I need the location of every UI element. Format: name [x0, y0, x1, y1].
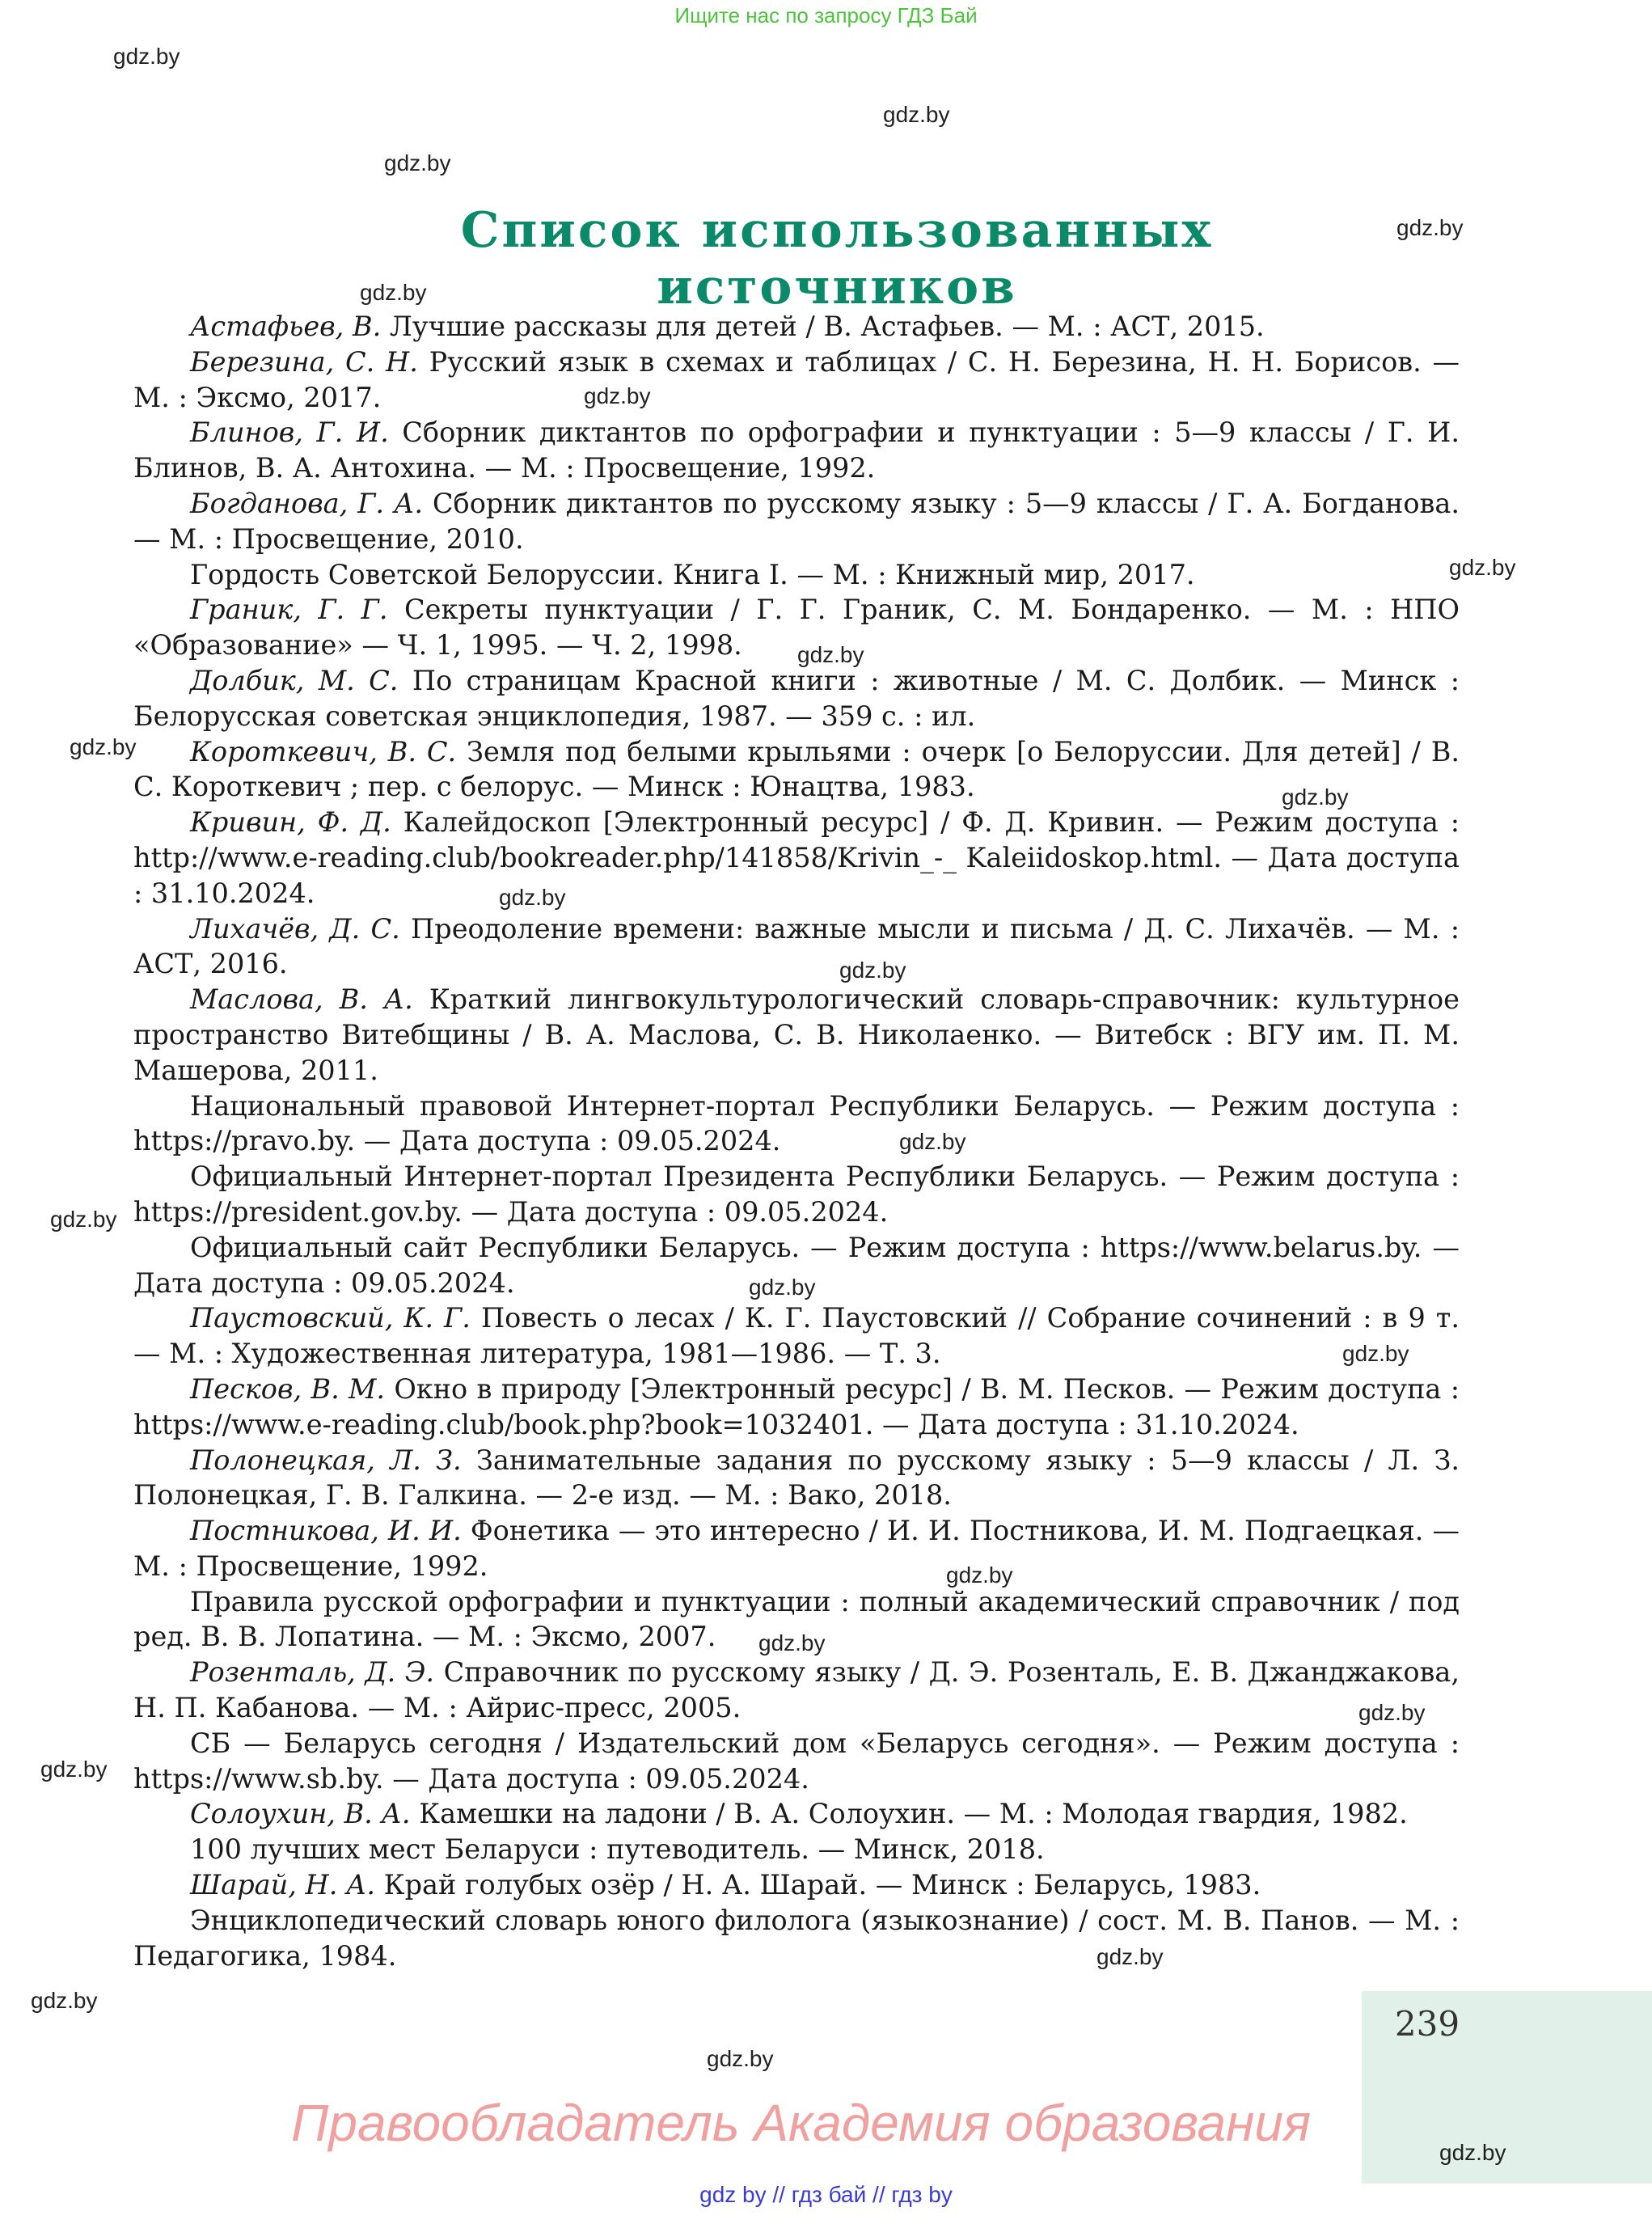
watermark: gdz.by: [1396, 215, 1464, 240]
entry-text: Справочник по русскому языку / Д. Э. Розенталь, Е. В. Джанджакова, Н. П. Кабанова. — М. : Айрис-пресс, 2005.: [133, 1656, 1460, 1724]
bibliography-entry: [133, 1230, 1460, 1301]
entry-text: Сборник диктантов по орфографии и пунктуации : 5—9 классы / Г. И. Блинов, В. А. Антохина. — М. : Просвещение, 1992.: [133, 416, 1460, 484]
watermark: gdz.by: [40, 1757, 108, 1782]
watermark: gdz.by: [499, 885, 566, 910]
entry-text: Калейдоскоп [Электронный ресурс] / Ф. Д. Кривин. — Режим доступа : http://www.e-reading.club/bookreader.php/141858/Krivin_-_ Kaleiidoskop.html. — Дата доступа : 31.10.2024.: [133, 806, 1460, 909]
entry-author: Шарай, Н. А.: [190, 1869, 376, 1901]
watermark: gdz.by: [839, 958, 906, 983]
entry-text: Гордость Советской Белоруссии. Книга I. — М. : Книжный мир, 2017.: [190, 558, 1195, 590]
watermark: gdz.by: [883, 102, 950, 127]
bibliography-entry: [133, 1796, 1460, 1832]
bibliography-entry: [133, 1584, 1460, 1655]
watermark: gdz.by: [1439, 2140, 1506, 2165]
entry-author: Богданова, Г. А.: [190, 487, 423, 519]
bibliography-entry: [133, 486, 1460, 557]
entry-text: СБ — Беларусь сегодня / Издательский дом «Беларусь сегодня». — Режим доступа : https://www.sb.by. — Дата доступа : 09.05.2024.: [133, 1727, 1460, 1795]
bibliography-entry: [133, 663, 1460, 734]
bibliography-entry: [133, 805, 1460, 911]
bibliography-entry: [133, 557, 1460, 593]
watermark: gdz.by: [584, 383, 651, 408]
entry-author: Граник, Г. Г.: [190, 594, 388, 626]
entry-text: Край голубых озёр / Н. А. Шарай. — Минск : Беларусь, 1983.: [375, 1869, 1261, 1901]
entry-author: Постникова, И. И.: [190, 1515, 462, 1547]
entry-author: Лихачёв, Д. С.: [190, 912, 400, 945]
bibliography-entry: [133, 1372, 1460, 1443]
watermark: gdz.by: [797, 642, 864, 667]
entry-text: Секреты пунктуации / Г. Г. Граник, С. М. Бондаренко. — М. : НПО «Образование» — Ч. 1, 1995. — Ч. 2, 1998.: [133, 594, 1460, 662]
bibliography-entry: [133, 1655, 1460, 1726]
page-number: 239: [1394, 2004, 1460, 2044]
bibliography-entry: [133, 1726, 1460, 1797]
bibliography-entry: [133, 345, 1460, 416]
entry-author: Астафьев, В.: [190, 311, 382, 342]
watermark: gdz.by: [707, 2046, 774, 2071]
entry-text: Камешки на ладони / В. А. Солоухин. — М. : Молодая гвардия, 1982.: [410, 1798, 1408, 1830]
bibliography-entry: [133, 1159, 1460, 1230]
entry-text: Официальный Интернет-портал Президента Республики Беларусь. — Режим доступа : https://president.gov.by. — Дата доступа : 09.05.2024.: [133, 1161, 1460, 1228]
watermark: gdz.by: [50, 1207, 117, 1232]
watermark: gdz.by: [384, 150, 451, 175]
footer-links[interactable]: gdz by // гдз бай // гдз by: [699, 2182, 953, 2207]
entry-author: Песков, В. М.: [190, 1372, 385, 1405]
bibliography-entry: [133, 1867, 1460, 1903]
watermark: gdz.by: [946, 1562, 1013, 1588]
entry-text: Фонетика — это интересно / И. И. Постникова, И. М. Подгаецкая. — М. : Просвещение, 1992.: [133, 1515, 1460, 1582]
entry-text: Преодоление времени: важные мысли и письма / Д. С. Лихачёв. — М. : АСТ, 2016.: [133, 912, 1460, 980]
watermark: gdz.by: [113, 44, 180, 69]
entry-author: Долбик, М. С.: [190, 664, 399, 696]
entry-author: Полонецкая, Л. З.: [190, 1444, 462, 1476]
bibliography-entry: [133, 1903, 1460, 1974]
entry-author: Кривин, Ф. Д.: [190, 806, 391, 839]
bibliography-entry: [133, 1300, 1460, 1372]
entry-text: Повесть о лесах / К. Г. Паустовский // Собрание сочинений : в 9 т. — М. : Художественная литература, 1981—1986. — Т. 3.: [133, 1302, 1460, 1370]
watermark: gdz.by: [1282, 784, 1349, 810]
bibliography-entry: [133, 734, 1460, 805]
bibliography-entry: [133, 309, 1460, 345]
watermark: gdz.by: [1096, 1944, 1164, 1969]
entry-text: Лучшие рассказы для детей / В. Астафьев. — М. : АСТ, 2015.: [381, 311, 1265, 342]
bibliography-entry: [133, 592, 1460, 663]
entry-text: 100 лучших мест Беларуси : путеводитель. — Минск, 2018.: [190, 1833, 1045, 1866]
page-title: Список использованных источников: [460, 202, 1214, 315]
entry-author: Розенталь, Д. Э.: [190, 1656, 435, 1689]
entry-text: Земля под белыми крыльями : очерк [о Белоруссии. Для детей] / В. С. Короткевич ; пер. с белорус. — Минск : Юнацтва, 1983.: [133, 735, 1460, 803]
watermark: gdz.by: [1342, 1341, 1409, 1366]
entry-text: Окно в природу [Электронный ресурс] / В. М. Песков. — Режим доступа : https://www.e-reading.club/book.php?book=1032401. — Дата доступа : 31.10.2024.: [133, 1372, 1460, 1440]
watermark: gdz.by: [758, 1630, 826, 1655]
watermark: gdz.by: [1449, 555, 1516, 580]
watermark: gdz.by: [31, 1988, 98, 2013]
entry-text: По страницам Красной книги : животные / М. С. Долбик. — Минск : Белорусская советская энциклопедия, 1987. — 359 с. : ил.: [133, 664, 1460, 732]
bibliography-entry: [133, 415, 1460, 486]
entry-text: Официальный сайт Республики Беларусь. — Режим доступа : https://www.belarus.by. — Дата доступа : 09.05.2024.: [133, 1231, 1460, 1299]
entry-text: Русский язык в схемах и таблицах / С. Н. Березина, Н. Н. Борисов. — М. : Эксмо, 2017.: [133, 345, 1460, 413]
watermark: gdz.by: [70, 734, 137, 759]
entry-author: Солоухин, В. А.: [190, 1798, 411, 1830]
watermark: gdz.by: [749, 1275, 816, 1300]
entry-text: Занимательные задания по русскому языку : 5—9 классы / Л. З. Полонецкая, Г. В. Галкина. — 2-е изд. — М. : Вако, 2018.: [133, 1444, 1460, 1512]
entry-text: Правила русской орфографии и пунктуации : полный академический справочник / под ред. В. В. Лопатина. — М. : Эксмо, 2007.: [133, 1585, 1460, 1653]
bibliography-entry: [133, 1513, 1460, 1584]
entry-text: Краткий лингвокультурологический словарь-справочник: культурное пространство Витебщины / В. А. Маслова, С. В. Николаенко. — Витебск : ВГУ им. П. М. Машерова, 2011.: [133, 983, 1460, 1086]
entry-author: Короткевич, В. С.: [190, 735, 457, 767]
entry-author: Блинов, Г. И.: [190, 416, 389, 449]
entry-text: Национальный правовой Интернет-портал Республики Беларусь. — Режим доступа : https://pravo.by. — Дата доступа : 09.05.2024.: [133, 1089, 1460, 1157]
entry-author: Березина, С. Н.: [190, 345, 418, 378]
bibliography-list: [133, 309, 1460, 1973]
watermark: gdz.by: [360, 280, 427, 305]
watermark: gdz.by: [1358, 1700, 1426, 1725]
bibliography-entry: [133, 911, 1460, 983]
entry-author: Маслова, В. А.: [190, 983, 413, 1016]
entry-author: Паустовский, К. Г.: [190, 1302, 471, 1334]
watermark: gdz.by: [899, 1129, 966, 1154]
entry-text: Сборник диктантов по русскому языку : 5—9 классы / Г. А. Богданова. — М. : Просвещение, 2010.: [133, 487, 1460, 555]
rights-holder-notice: Правообладатель Академия образования: [291, 2094, 1312, 2152]
bibliography-entry: [133, 1832, 1460, 1867]
bibliography-entry: [133, 1443, 1460, 1514]
entry-text: Энциклопедический словарь юного филолога (языкознание) / сост. М. В. Панов. — М. : Педагогика, 1984.: [133, 1904, 1460, 1972]
bibliography-entry: [133, 982, 1460, 1088]
bibliography-entry: [133, 1089, 1460, 1160]
top-banner[interactable]: Ищите нас по запросу ГДЗ Бай: [674, 3, 978, 27]
